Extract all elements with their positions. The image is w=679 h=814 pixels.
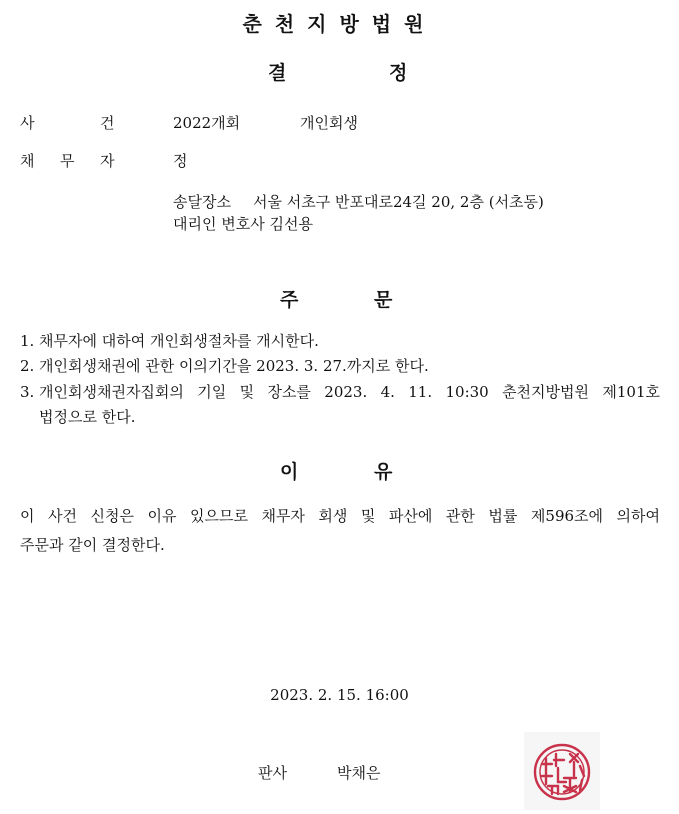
- order-item-number: 2.: [20, 357, 35, 375]
- order-item-text: 개인회생채권에 관한 이의기간을 2023. 3. 27.까지로 한다.: [39, 357, 429, 375]
- order-heading-char-1: 주: [280, 289, 299, 311]
- order-item-text-line2: 법정으로 한다.: [39, 408, 136, 426]
- reason-heading-char-1: 이: [280, 461, 299, 483]
- address-value: 서울 서초구 반포대로24길 20, 2층 (서초동): [253, 193, 544, 211]
- reason-line-1: 이 사건 신청은 이유 있으므로 채무자 회생 및 파산에 관한 법률 제596조에 의하여: [20, 507, 660, 525]
- reason-line-2: 주문과 같이 결정한다.: [20, 536, 165, 554]
- case-number: 2022개회: [173, 114, 241, 132]
- case-label-char-1: 사: [20, 114, 35, 132]
- doc-type-char-2: 정: [389, 62, 408, 84]
- court-seal-icon: [524, 732, 600, 810]
- judge-name: 박채은: [337, 764, 381, 782]
- order-item-1: [20, 329, 660, 354]
- debtor-label-char-2: 무: [60, 152, 75, 170]
- court-name: 춘천지방법원: [242, 12, 437, 36]
- debtor-label-char-1: 채: [20, 152, 35, 170]
- doc-type-char-1: 결: [268, 62, 287, 84]
- order-item-text-line1: 개인회생채권자집회의 기일 및 장소를 2023. 4. 11. 10:30 춘천지방법원 제101호: [39, 383, 660, 401]
- order-item-number: 1.: [20, 332, 35, 350]
- case-label-char-2: 건: [100, 114, 115, 132]
- order-item-2: [20, 354, 660, 379]
- order-item-number: 3.: [20, 383, 35, 401]
- order-heading-char-2: 문: [374, 289, 393, 311]
- judge-title: 판사: [258, 764, 287, 782]
- debtor-name: 정: [173, 152, 188, 170]
- reason-heading-char-2: 유: [374, 461, 393, 483]
- decision-date: 2023. 2. 15. 16:00: [270, 686, 409, 704]
- address-label: 송달장소: [173, 193, 231, 211]
- case-type: 개인회생: [300, 114, 358, 132]
- order-item-text: 채무자에 대하여 개인회생절차를 개시한다.: [39, 332, 319, 350]
- debtor-label-char-3: 자: [100, 152, 115, 170]
- order-item-3: [20, 380, 660, 430]
- agent: 대리인 변호사 김선용: [173, 215, 313, 233]
